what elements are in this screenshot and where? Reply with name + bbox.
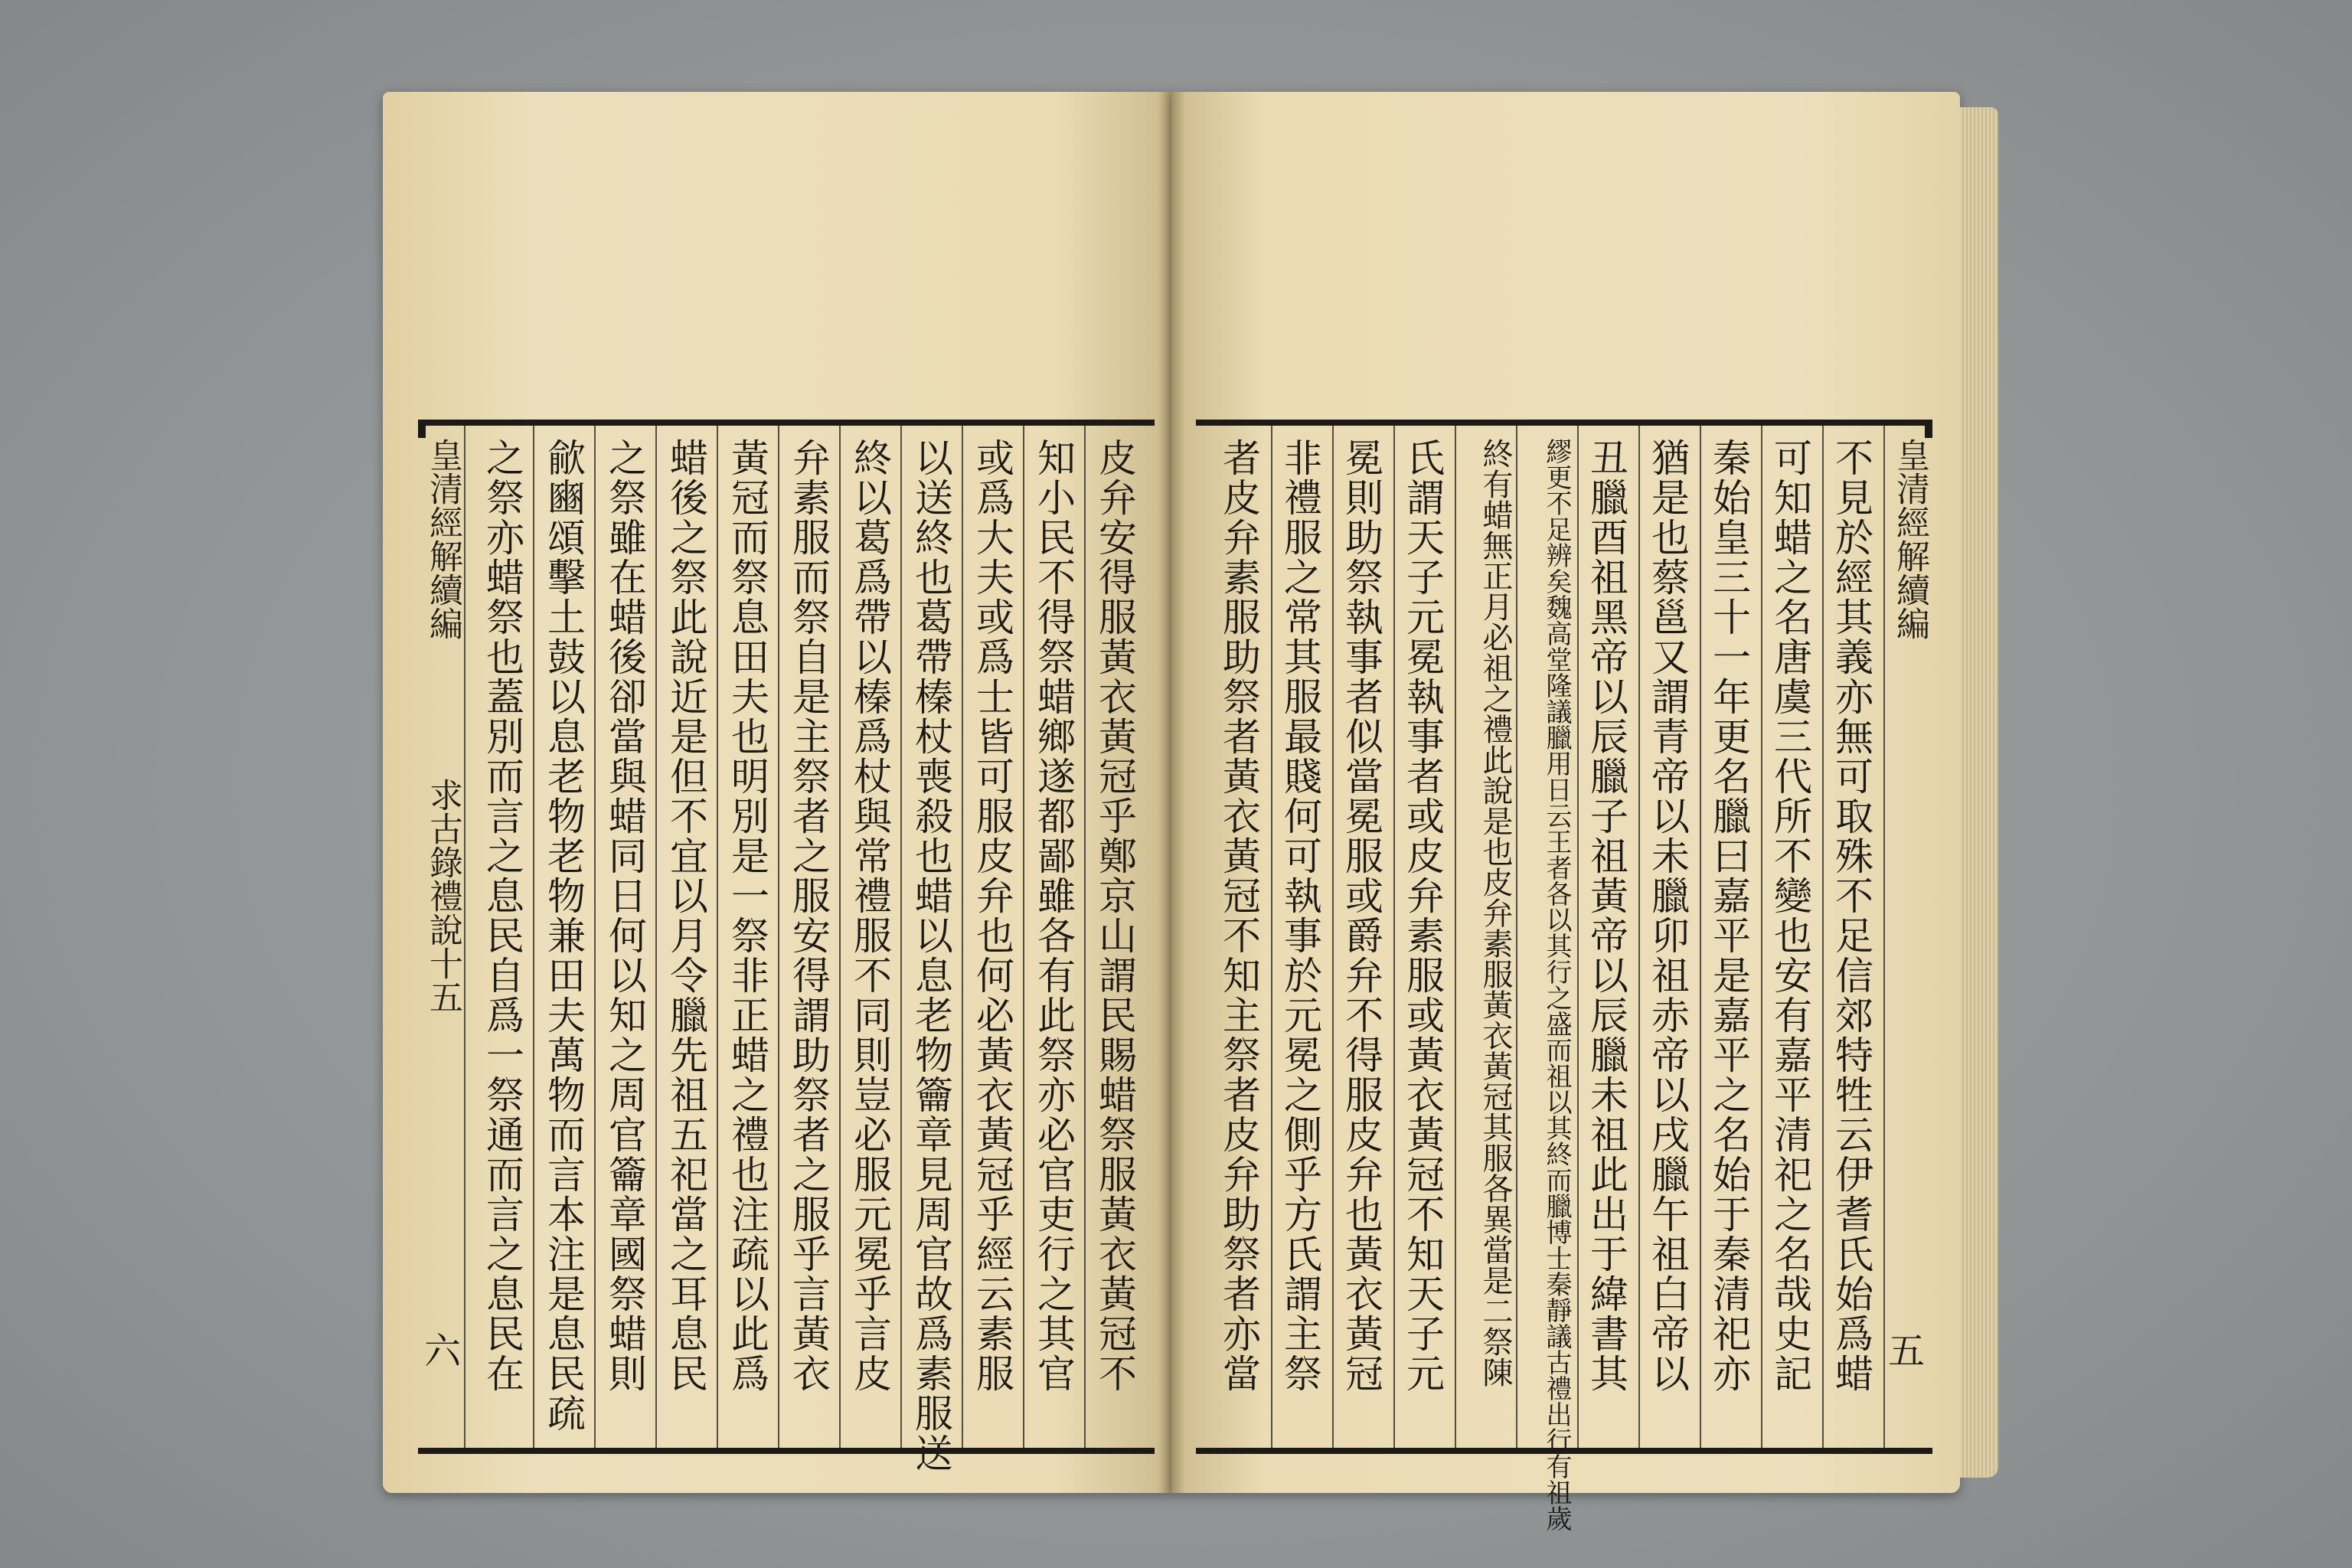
right-text-column-10: 非禮服之常其服最賤何可執事於元冕之側乎方氏謂主祭 <box>1278 438 1322 1393</box>
column-rule <box>1455 426 1456 1448</box>
column-rule <box>962 426 963 1448</box>
column-rule <box>1761 426 1762 1448</box>
left-margin-title: 皇清經解續編 <box>423 438 462 640</box>
left-text-column-11: 之祭亦蜡祭也蓋別而言之息民自爲一祭通而言之息民在 <box>480 438 524 1393</box>
right-text-column-7: 終有蜡無正月必祖之禮此說是也皮弁素服黃衣黃冠其服各異當是二祭陳 <box>1478 438 1513 1387</box>
left-text-column-2: 知小民不得祭蜡鄉遂都鄙雖各有此祭亦必官吏行之其官 <box>1031 438 1076 1393</box>
left-page <box>383 92 1171 1493</box>
column-rule <box>1393 426 1395 1448</box>
left-margin-section: 求古錄禮說十五 <box>423 778 462 1014</box>
column-rule <box>464 426 466 1448</box>
left-text-column-7: 黃冠而祭息田夫也明別是一祭非正蜡之禮也注疏以此爲 <box>725 438 769 1393</box>
right-text-frame <box>1196 420 1932 1531</box>
open-book <box>383 77 2021 1531</box>
right-text-column-5: 丑臘酉祖黑帝以辰臘子祖黃帝以辰臘未祖此出于緯書其 <box>1584 438 1628 1393</box>
column-rule <box>1577 426 1579 1448</box>
column-rule <box>778 426 779 1448</box>
right-text-column-11: 者皮弁素服助祭者黃衣黃冠不知主祭者皮弁助祭者亦當 <box>1217 438 1261 1393</box>
column-rule <box>594 426 596 1448</box>
right-text-column-8: 氏謂天子元冕執事者或皮弁素服或黃衣黃冠不知天子元 <box>1400 438 1445 1393</box>
column-rule <box>1700 426 1701 1448</box>
left-text-column-10: 歈豳頌擊土鼓以息老物老物兼田夫萬物而言本注是息民疏 <box>541 438 586 1433</box>
right-text-column-6: 繆更不足辨矣魏高堂隆議臘用日云王者各以其行之盛而祖以其終而臘博士秦靜議古禮出行有祖歲 <box>1541 438 1572 1531</box>
left-folio: 六 <box>424 1330 462 1373</box>
right-text-column-2: 可知蜡之名唐虞三代所不變也安有嘉平清祀之名哉史記 <box>1768 438 1812 1393</box>
column-rule <box>717 426 718 1448</box>
column-rule <box>1023 426 1024 1448</box>
right-text-column-3: 秦始皇三十一年更名臘曰嘉平是嘉平之名始于秦清祀亦 <box>1707 438 1751 1393</box>
right-page <box>1171 92 1960 1531</box>
right-text-column-4: 猶是也蔡邕又謂青帝以未臘卯祖赤帝以戌臘午祖白帝以 <box>1645 438 1690 1393</box>
book-gutter <box>1158 92 1185 1493</box>
left-text-column-4: 以送終也葛帶榛杖喪殺也蜡以息老物籥章見周官故爲素服送 <box>909 438 953 1473</box>
column-rule <box>655 426 657 1448</box>
column-rule <box>900 426 902 1448</box>
frame-corner <box>1925 420 1932 438</box>
right-text-column-1: 不見於經其義亦無可取殊不足信郊特牲云伊耆氏始爲蜡 <box>1829 438 1873 1393</box>
column-rule <box>1638 426 1640 1448</box>
left-text-column-8: 蜡後之祭此說近是但不宜以月令臘先祖五祀當之耳息民 <box>664 438 708 1393</box>
column-rule <box>1883 426 1885 1448</box>
frame-corner <box>418 420 426 438</box>
right-text-column-9: 冕則助祭執事者似當冕服或爵弁不得服皮弁也黃衣黃冠 <box>1339 438 1383 1393</box>
left-text-column-5: 終以葛爲帶以榛爲杖與常禮服不同則豈必服元冕乎言皮 <box>848 438 892 1393</box>
column-rule <box>533 426 534 1448</box>
column-rule <box>1332 426 1334 1448</box>
column-rule <box>1822 426 1824 1448</box>
left-text-frame <box>418 420 1155 1473</box>
left-text-column-1: 皮弁安得服黃衣黃冠乎鄭京山謂民賜蜡祭服黃衣黃冠不 <box>1093 438 1137 1393</box>
column-rule <box>1271 426 1272 1448</box>
right-margin-title: 皇清經解續編 <box>1890 438 1929 640</box>
column-rule <box>1084 426 1086 1448</box>
right-folio: 五 <box>1888 1330 1926 1373</box>
page-edges <box>1960 107 1998 1478</box>
left-text-column-6: 弁素服而祭自是主祭者之服安得謂助祭者之服乎言黃衣 <box>786 438 831 1393</box>
left-text-column-9: 之祭雖在蜡後卻當與蜡同日何以知之周官籥章國祭蜡則 <box>603 438 647 1393</box>
column-rule <box>839 426 841 1448</box>
left-text-column-3: 或爲大夫或爲士皆可服皮弁也何必黃衣黃冠乎經云素服 <box>970 438 1014 1393</box>
column-rule <box>1516 426 1517 1448</box>
